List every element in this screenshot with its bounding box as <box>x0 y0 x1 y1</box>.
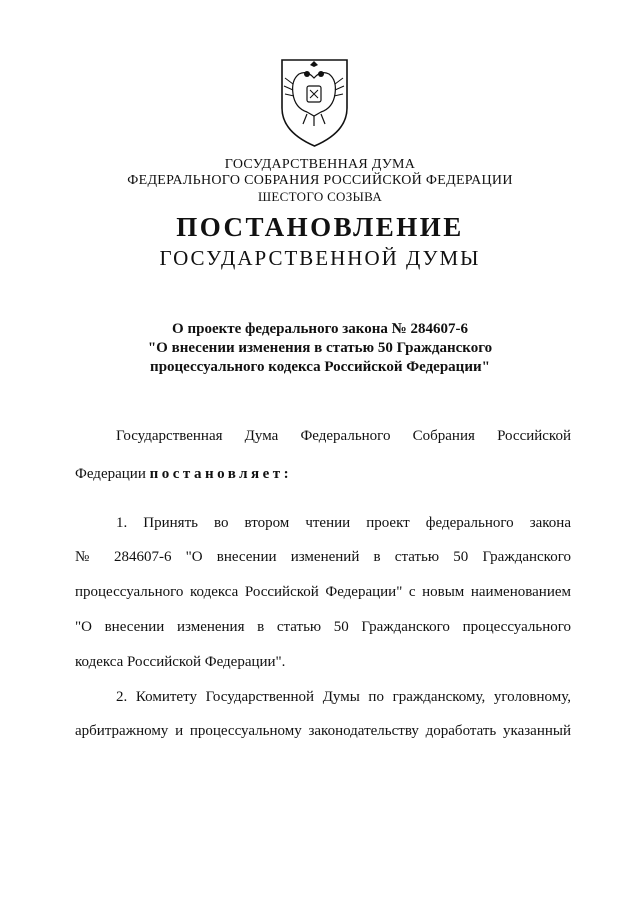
subject-line-3: процессуального кодекса Российской Федерации" <box>150 359 490 375</box>
item1-line-3: процессуального кодекса Российской Федерации" с новым наименованием <box>75 584 571 600</box>
header-line-2: ФЕДЕРАЛЬНОГО СОБРАНИЯ РОССИЙСКОЙ ФЕДЕРАЦИИ <box>127 173 513 188</box>
resolution-verb: постановляет: <box>149 466 293 482</box>
item1-line-5: кодекса Российской Федерации". <box>75 654 286 670</box>
item2-line-2: арбитражному и процессуальному законодательству доработать указанный <box>75 723 571 739</box>
preamble-line-1: Государственная Дума Федерального Собрания Российской <box>116 428 571 444</box>
header-line-3: ШЕСТОГО СОЗЫВА <box>257 189 383 204</box>
subject-line-2: "О внесении изменения в статью 50 Гражданского <box>147 340 493 356</box>
preamble-line-2 <box>75 466 571 483</box>
item1-line-1: 1. Принять во втором чтении проект федерального закона <box>116 515 571 531</box>
coat-of-arms-icon <box>277 56 352 148</box>
preamble-line-2-start: Федерации <box>75 466 146 482</box>
header-line-1: ГОСУДАРСТВЕННАЯ ДУМА <box>224 157 416 172</box>
item2-line-1: 2. Комитету Государственной Думы по гражданскому, уголовному, <box>116 689 571 705</box>
document-subtitle: ГОСУДАРСТВЕННОЙ ДУМЫ <box>159 246 481 270</box>
item1-line-2: № 284607-6 "О внесении изменений в статью 50 Гражданского <box>75 549 571 565</box>
document-title: ПОСТАНОВЛЕНИЕ <box>176 212 464 242</box>
subject-line-1: О проекте федерального закона № 284607-6 <box>172 321 468 337</box>
item1-line-4: "О внесении изменения в статью 50 Гражданского процессуального <box>75 619 571 635</box>
